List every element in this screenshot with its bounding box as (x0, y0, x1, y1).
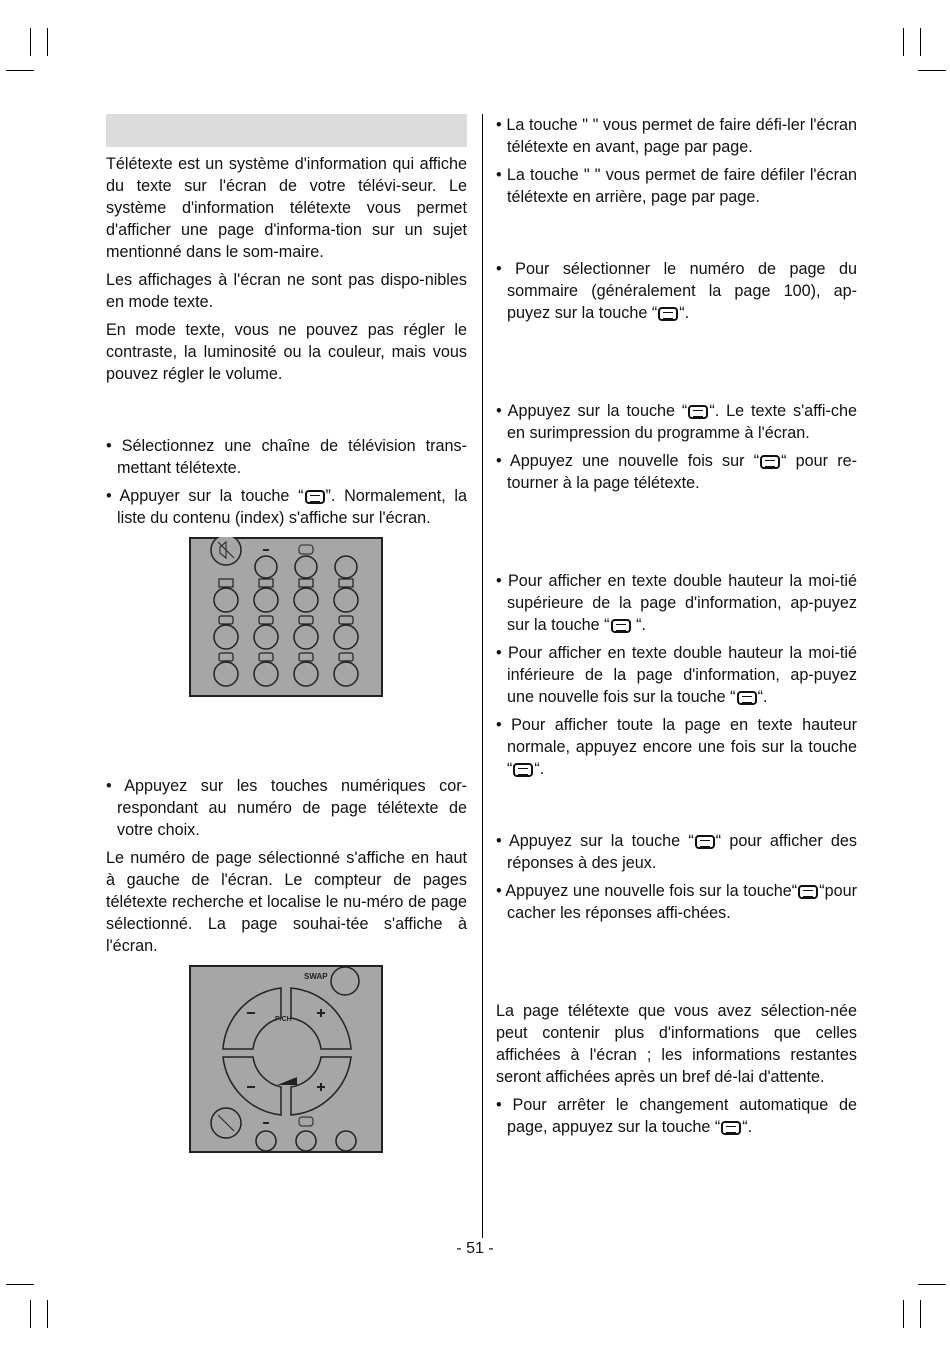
remote-keypad-image (189, 537, 383, 697)
double-height-icon (611, 619, 631, 633)
index-icon (658, 307, 678, 321)
crop-mark (6, 70, 34, 71)
reveal-icon (798, 885, 818, 899)
right-column (496, 114, 857, 1144)
column-divider (482, 114, 483, 1238)
mix-return-item: • Appuyez une nouvelle fois sur “ “ pour re-tourner à la page télétexte. (496, 452, 857, 492)
page-number: - 51 - (456, 1240, 494, 1257)
page-back-item: • La touche " " vous permet de faire défiler l'écran télétexte en arrière, page par page. (496, 166, 857, 206)
remote-pch-image (189, 965, 383, 1153)
mix-icon (688, 405, 708, 419)
select-channel-item: • Sélectionnez une chaîne de télévision trans-mettant télétexte. (106, 437, 467, 477)
reveal-icon (695, 835, 715, 849)
crop-mark (920, 1300, 921, 1328)
section-header-bar (106, 114, 467, 147)
mix-icon (760, 455, 780, 469)
hold-item: • Pour arrêter le changement automatique de page, appuyez sur la touche “ “. (496, 1096, 857, 1136)
teletext-icon (305, 490, 325, 504)
crop-mark (30, 1300, 31, 1328)
crop-mark (903, 1300, 904, 1328)
double-height-icon (737, 691, 757, 705)
intro-paragraph: Les affichages à l'écran ne sont pas dispo-nibles en mode texte. (106, 271, 467, 311)
crop-mark (918, 1284, 946, 1285)
crop-mark (920, 28, 921, 56)
normal-height-item: • Pour afficher toute la page en texte hauteur normale, appuyez encore une fois sur la touche “ “. (496, 716, 857, 778)
index-page-item: • Pour sélectionner le numéro de page du sommaire (généralement la page 100), ap-puyez sur la touche “ “. (496, 260, 857, 322)
crop-mark (6, 1284, 34, 1285)
mix-item: • Appuyez sur la touche “ “. Le texte s'affi-che en surimpression du programme à l'écran. (496, 402, 857, 442)
hold-paragraph: La page télétexte que vous avez sélection-née peut contenir plus d'informations que celles affichées à l'écran ; les informations restantes seront affichées après un bref dé-lai d'attente. (496, 1002, 857, 1086)
crop-mark (918, 70, 946, 71)
index-key-item: • Appuyer sur la touche “ ”. Normalement, la liste du contenu (index) s'affiche sur l'écran. (106, 487, 467, 527)
crop-mark (47, 28, 48, 56)
pch-label: P/CH (275, 1016, 292, 1023)
numeric-keys-item: • Appuyez sur les touches numériques cor-respondant au numéro de page télétexte de votre choix. (106, 777, 467, 839)
crop-mark (30, 28, 31, 56)
left-column (106, 114, 467, 1161)
double-height-bottom-item: • Pour afficher en texte double hauteur la moi-tié inférieure de la page d'information, ap-puyez une nouvelle fois sur la touche “ “. (496, 644, 857, 706)
hold-icon (721, 1121, 741, 1135)
page-counter-paragraph: Le numéro de page sélectionné s'affiche en haut à gauche de l'écran. Le compteur de pages télétexte recherche et localise le nu-méro de page sélectionné. La page souhai-tée s'affiche à l'écran. (106, 849, 467, 955)
intro-paragraph: En mode texte, vous ne pouvez pas régler le contraste, la luminosité ou la couleur, mais vous pouvez régler le volume. (106, 321, 467, 383)
page-forward-item: • La touche " " vous permet de faire défi-ler l'écran télétexte en avant, page par page. (496, 116, 857, 156)
crop-mark (47, 1300, 48, 1328)
double-height-top-item: • Pour afficher en texte double hauteur la moi-tié supérieure de la page d'information, ap-puyez sur la touche “ “. (496, 572, 857, 634)
hide-item: • Appuyez une nouvelle fois sur la touche“ “pour cacher les réponses affi-chées. (496, 882, 857, 922)
double-height-icon (513, 763, 533, 777)
reveal-item: • Appuyez sur la touche “ “ pour afficher des réponses à des jeux. (496, 832, 857, 872)
swap-label: SWAP (304, 972, 328, 981)
crop-mark (903, 28, 904, 56)
intro-paragraph: Télétexte est un système d'information qui affiche du texte sur l'écran de votre télévi-seur. Le système d'information télétexte vous permet d'afficher une page d'informa-tion sur un sujet mentionné dans le som-maire. (106, 155, 467, 261)
